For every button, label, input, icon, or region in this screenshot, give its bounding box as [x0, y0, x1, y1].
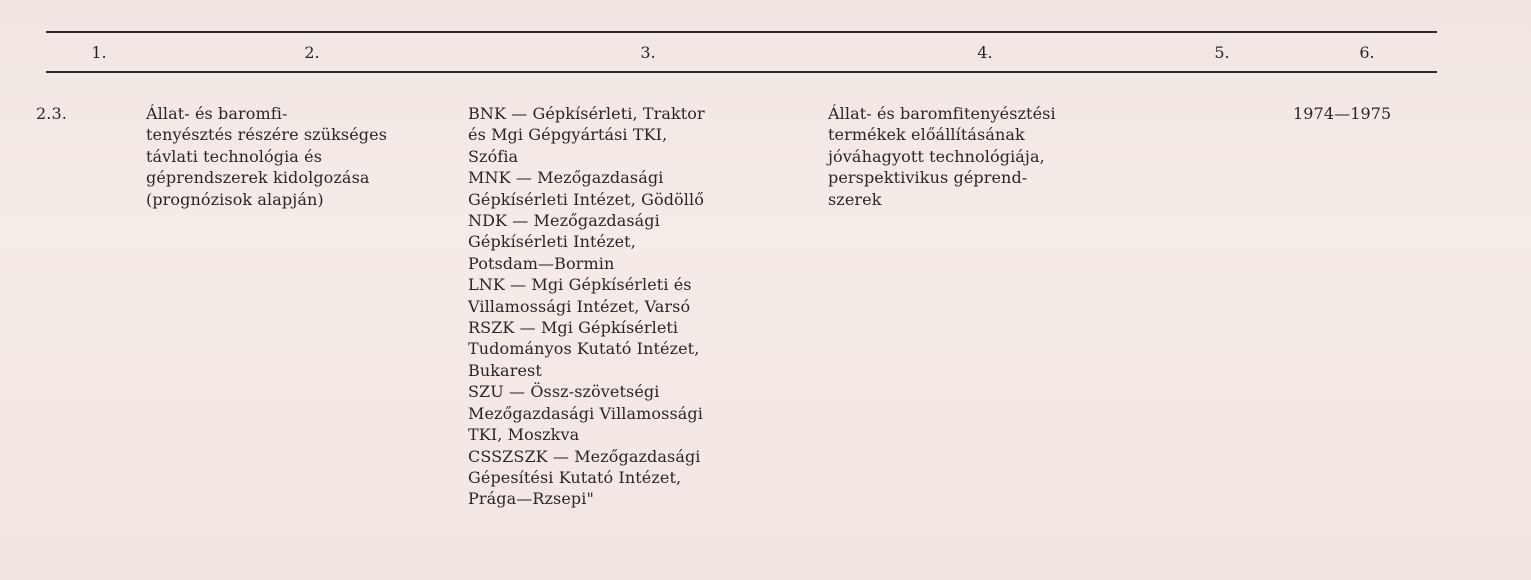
institute-line: CSSZSZK — Mezőgazdasági — [468, 446, 701, 466]
description-line: távlati technológia és — [146, 146, 323, 166]
institute-line: MNK — Mezőgazdasági — [468, 168, 664, 188]
description-line: tenyésztés részére szükséges — [146, 125, 388, 145]
institute-line: Gépkísérleti Intézet, Gödöllő — [468, 189, 704, 209]
institute-line: NDK — Mezőgazdasági — [468, 211, 660, 231]
header-col-1: 1. — [91, 43, 107, 62]
table-header-rule — [46, 71, 1437, 73]
institute-line: Gépesítési Kutató Intézet, — [468, 467, 682, 487]
row-number: 2.3. — [36, 104, 67, 123]
header-col-5: 5. — [1214, 43, 1230, 62]
institute-line: Potsdam—Bormin — [468, 253, 615, 273]
description-line: Állat- és baromfi- — [146, 104, 288, 123]
institute-line: Szófia — [468, 146, 519, 166]
institute-line: BNK — Gépkísérleti, Traktor — [468, 104, 705, 123]
result-line: szerek — [828, 189, 882, 209]
result-line: perspektivikus géprend- — [828, 168, 1028, 188]
header-col-6: 6. — [1359, 43, 1375, 62]
institute-line: Mezőgazdasági Villamossági — [468, 403, 703, 423]
result-line: Állat- és baromfitenyésztési — [828, 104, 1056, 123]
row-description — [146, 103, 387, 210]
institute-line: SZU — Össz-szövetségi — [468, 382, 660, 402]
institute-line: TKI, Moszkva — [468, 425, 580, 445]
header-col-2: 2. — [304, 43, 320, 62]
result-line: termékek előállításának — [828, 125, 1025, 145]
institute-line: és Mgi Gépgyártási TKI, — [468, 125, 668, 145]
header-col-3: 3. — [640, 43, 656, 62]
description-line: géprendszerek kidolgozása — [146, 168, 370, 188]
header-col-4: 4. — [977, 43, 993, 62]
institute-line: Tudományos Kutató Intézet, — [468, 339, 700, 359]
institute-line: LNK — Mgi Gépkísérleti és — [468, 275, 692, 295]
description-line: (prognózisok alapján) — [146, 189, 324, 209]
row-institutes — [468, 103, 705, 510]
institute-line: RSZK — Mgi Gépkísérleti — [468, 318, 679, 338]
result-line: jóváhagyott technológiája, — [828, 146, 1045, 166]
institute-line: Gépkísérleti Intézet, — [468, 232, 636, 252]
table-top-rule — [46, 31, 1437, 33]
institute-line: Prága—Rzsepi" — [468, 489, 594, 509]
institute-line: Bukarest — [468, 360, 542, 380]
row-period: 1974—1975 — [1293, 104, 1392, 123]
row-result — [828, 103, 1056, 210]
institute-line: Villamossági Intézet, Varsó — [468, 296, 691, 316]
